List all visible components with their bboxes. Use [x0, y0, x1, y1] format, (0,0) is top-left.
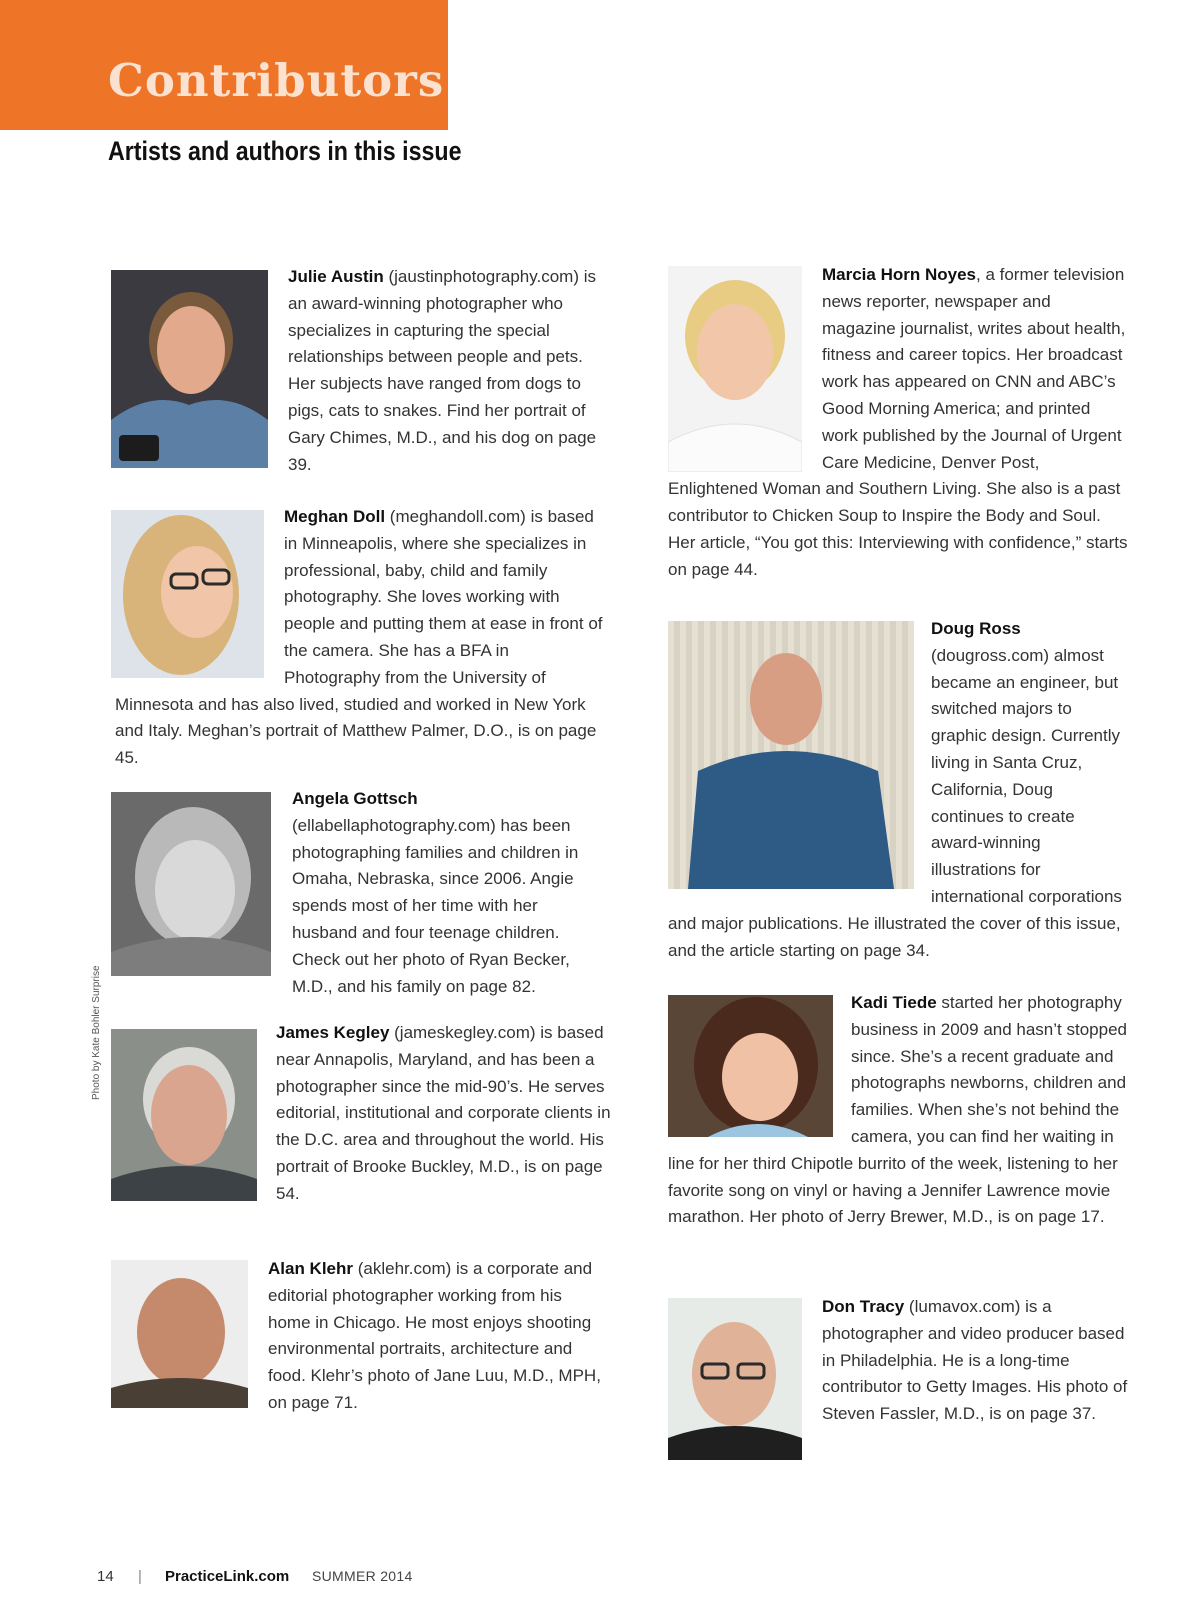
contributor-bio: (jaustinphotography.com) is an award-winning photographer who specializes in capturing the special relationships between people and pets. Her subjects have ranged from dogs to pigs, cats to snakes. Find her portrait of Gary Chimes, M.D., and his dog on page 39.	[288, 267, 597, 474]
contributor-alan-klehr	[111, 1256, 606, 1417]
contributor-name: Julie Austin	[288, 267, 384, 286]
contributor-name: Marcia Horn Noyes	[822, 265, 976, 284]
contributor-name: Don Tracy	[822, 1297, 905, 1316]
contributor-bio: (ellabellaphotography.com) has been photographing families and children in Omaha, Nebraska, since 2006. Angie spends most of her time with her husband and four teenage children. Check out her photo of Ryan Becker, M.D., and his family on page 82.	[292, 815, 579, 996]
page-title: Contributors	[108, 54, 445, 107]
footer-site-name: PracticeLink.com	[165, 1568, 290, 1585]
contributor-name: James Kegley	[276, 1023, 390, 1042]
contributor-name: Alan Klehr	[268, 1259, 354, 1278]
contributor-bio: (lumavox.com) is a photographer and video producer based in Philadelphia. He is a long-time contributor to Getty Images. His photo of Steven Fassler, M.D., is on page 37.	[822, 1297, 1128, 1424]
footer-separator: |	[138, 1568, 142, 1585]
header-banner	[0, 0, 448, 130]
contributor-marcia-horn-noyes	[668, 262, 1128, 584]
contributor-angela-gottsch	[111, 786, 606, 1000]
contributor-photo	[668, 621, 914, 889]
contributor-doug-ross	[668, 616, 1128, 964]
page-number: 14	[97, 1568, 114, 1585]
contributor-kadi-tiede	[668, 990, 1128, 1231]
contributor-james-kegley	[111, 1020, 611, 1208]
contributor-photo	[111, 1260, 248, 1408]
contributor-name: Doug Ross	[931, 619, 1021, 638]
contributor-photo	[111, 270, 268, 468]
contributor-bio: (aklehr.com) is a corporate and editorial photographer working from his home in Chicago. He most enjoys shooting environmental portraits, architecture and food. Klehr’s photo of Jane Luu, M.D., MPH, on page 71.	[268, 1259, 601, 1412]
contributor-bio: (jameskegley.com) is based near Annapolis, Maryland, and has been a photographer since the mid-90’s. He serves editorial, institutional and corporate clients in the D.C. area and throughout the world. His portrait of Brooke Buckley, M.D., is on page 54.	[276, 1023, 611, 1203]
contributor-name: Kadi Tiede	[851, 993, 937, 1012]
contributor-photo	[668, 995, 833, 1137]
contributor-bio: (meghandoll.com) is based in Minneapolis, where she specializes in professional, baby, child and family photography. She loves working with people and putting them at ease in front of the camera. She has a BFA in Photography from the University of Minnesota and has also lived, studied and worked in New York and Italy. Meghan’s portrait of Matthew Palmer, D.O., is on page 45.	[115, 507, 603, 768]
contributor-photo	[111, 1029, 257, 1201]
contributor-bio: (dougross.com) almost became an engineer, but switched majors to graphic design. Currently living in Santa Cruz, California, Doug continues to create award-winning illustrations for international corporations and major publications. He illustrated the cover of this issue, and the article starting on page 34.	[668, 645, 1122, 960]
contributor-julie-austin	[111, 264, 606, 478]
photo-credit: Photo by Kate Bohler Surprise	[91, 965, 102, 1100]
contributor-photo	[111, 792, 271, 976]
contributor-don-tracy	[668, 1294, 1128, 1460]
contributor-bio: started her photography business in 2009 and hasn’t stopped since. She’s a recent graduate and photographs newborns, children and families. When she’s not behind the camera, you can find her waiting in line for her third Chipotle burrito of the week, listening to her favorite song on vinyl or having a Jennifer Lawrence movie marathon. Her photo of Jerry Brewer, M.D., is on page 17.	[668, 993, 1127, 1227]
contributor-photo	[111, 510, 264, 678]
contributor-bio: , a former television news reporter, newspaper and magazine journalist, writes about health, fitness and career topics. Her broadcast work has appeared on CNN and ABC’s Good Morning America; and printed work published by the Journal of Urgent Care Medicine, Denver Post, Enlightened Woman and Southern Living. She also is a past contributor to Chicken Soup to Inspire the Body and Soul. Her article, “You got this: Interviewing with confidence,” starts on page 44.	[668, 265, 1128, 579]
contributor-photo	[668, 1298, 802, 1460]
contributor-photo	[668, 266, 802, 472]
footer-issue: SUMMER 2014	[312, 1568, 413, 1584]
page-subtitle: Artists and authors in this issue	[108, 136, 462, 166]
contributor-meghan-doll	[115, 504, 610, 772]
contributor-name: Angela Gottsch	[292, 789, 418, 808]
contributor-name: Meghan Doll	[284, 507, 386, 526]
